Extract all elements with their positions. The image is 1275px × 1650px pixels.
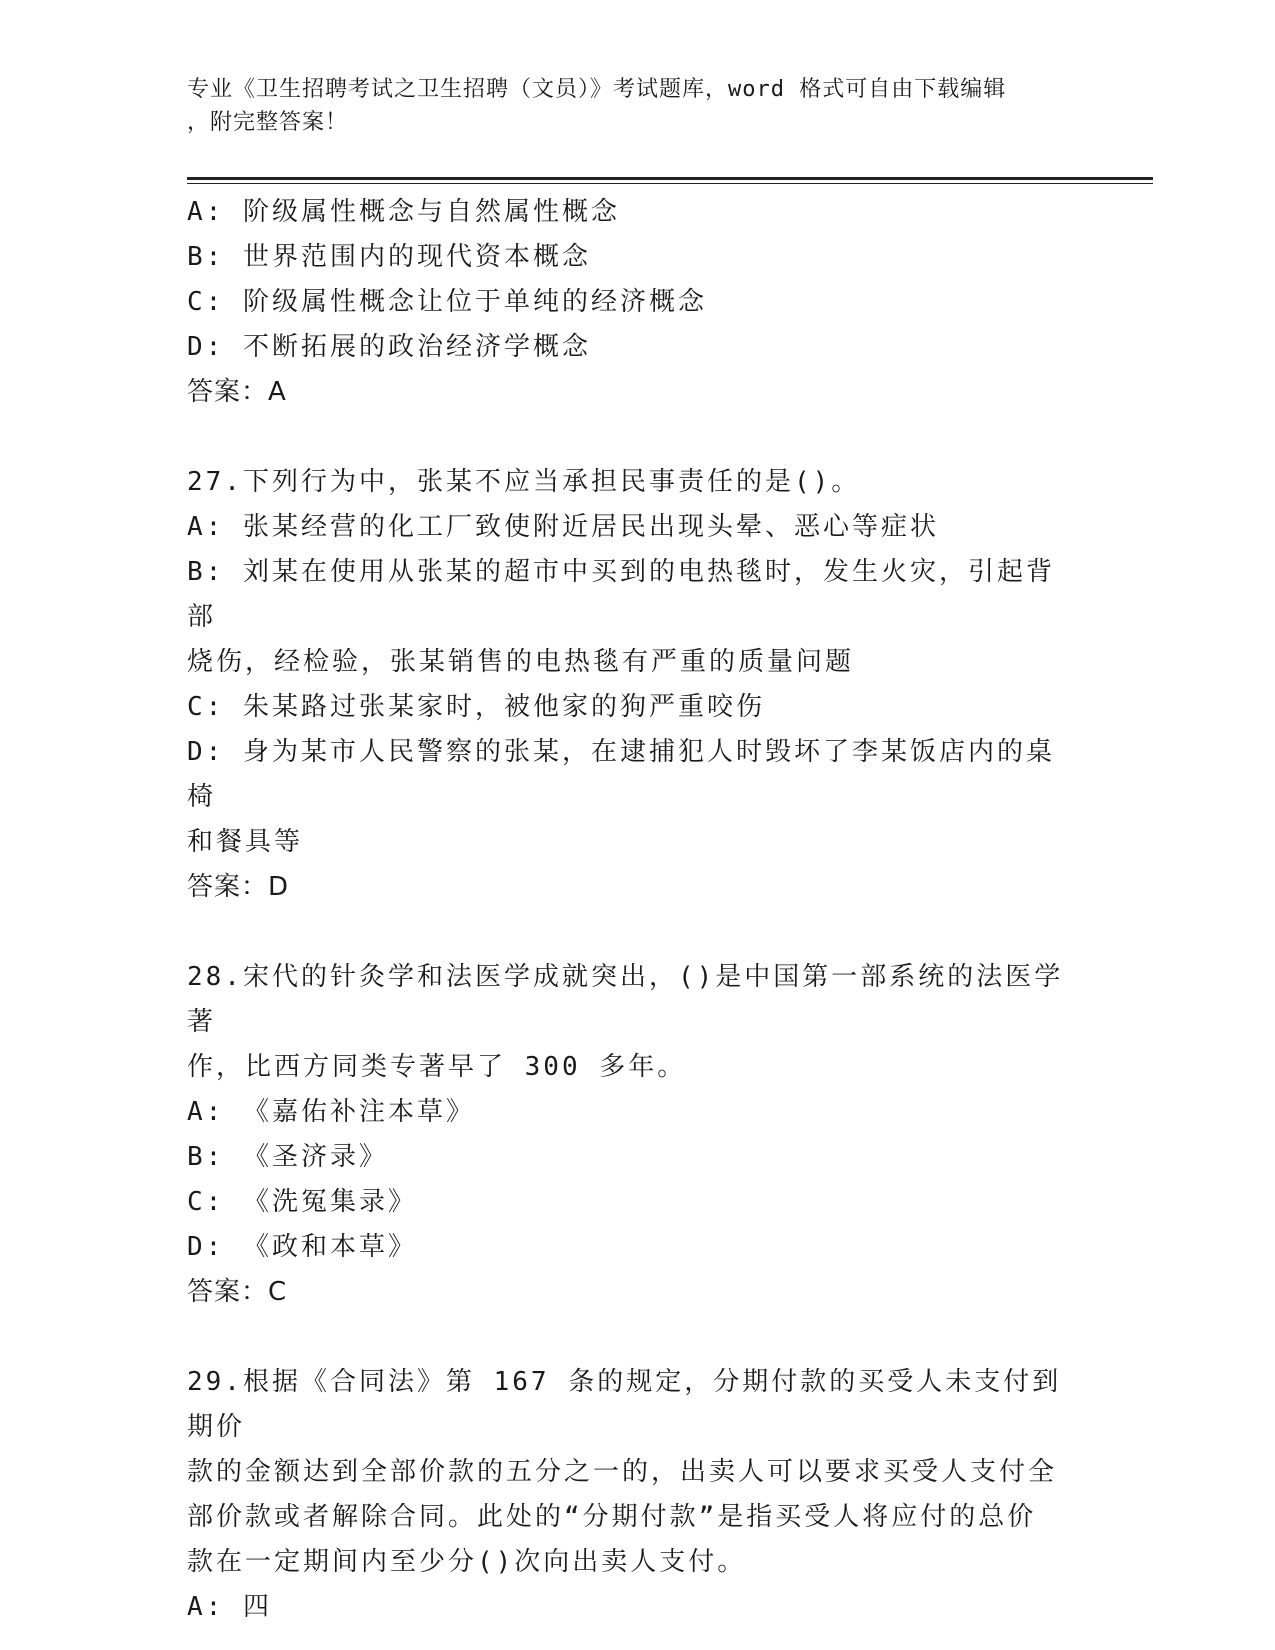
answer-line: 答案：C [187,1277,288,1307]
option-b: B: 《圣济录》 [187,1142,388,1172]
question-stem-continued: 作，比西方同类专著早了 300 多年。 [187,1052,687,1082]
answer-line: 答案：A [187,377,287,407]
header-rule-thick [187,177,1153,180]
option-c: C: 阶级属性概念让位于单纯的经济概念 [187,287,707,317]
option-b-continued: 烧伤，经检验，张某销售的电热毯有严重的质量问题 [187,647,855,677]
document-header [187,73,1077,139]
header-line-2: ，附完整答案！ [187,110,349,135]
question-block-28 [187,955,1077,1315]
option-d: D: 身为某市人民警察的张某，在逮捕犯人时毁坏了李某饭店内的桌椅 [187,737,1055,812]
question-stem: 27.下列行为中，张某不应当承担民事责任的是()。 [187,467,861,497]
option-a: A: 《嘉佑补注本草》 [187,1097,475,1127]
answer-line: 答案：D [187,872,290,902]
question-stem: 28.宋代的针灸学和法医学成就突出，()是中国第一部系统的法医学著 [187,962,1064,1037]
option-d: D: 《政和本草》 [187,1232,417,1262]
spacer [187,1315,1077,1360]
option-d-continued: 和餐具等 [187,827,304,857]
question-block-29 [187,1360,1077,1630]
question-stem-continued: 款的金额达到全部价款的五分之一的，出卖人可以要求买受人支付全 [187,1457,1058,1487]
option-c: C: 朱某路过张某家时，被他家的狗严重咬伤 [187,692,765,722]
question-stem: 29.根据《合同法》第 167 条的规定，分期付款的买受人未支付到期价 [187,1367,1062,1442]
option-d: D: 不断拓展的政治经济学概念 [187,332,591,362]
question-list [187,190,1077,1630]
question-stem-continued: 款在一定期间内至少分()次向出卖人支付。 [187,1547,747,1577]
question-stem-continued: 部价款或者解除合同。此处的“分期付款”是指买受人将应付的总价 [187,1502,1037,1532]
option-a: A: 阶级属性概念与自然属性概念 [187,197,620,227]
option-b: B: 刘某在使用从张某的超市中买到的电热毯时，发生火灾，引起背部 [187,557,1055,632]
option-c: C: 《洗冤集录》 [187,1187,417,1217]
option-a: A: 四 [187,1592,272,1622]
header-rule-thin [187,183,1153,184]
option-b: B: 世界范围内的现代资本概念 [187,242,591,272]
question-block-27 [187,460,1077,910]
option-a: A: 张某经营的化工厂致使附近居民出现头晕、恶心等症状 [187,512,939,542]
header-line-1: 专业《卫生招聘考试之卫生招聘（文员）》考试题库，word 格式可自由下载编辑 [187,77,1007,102]
question-block-prev [187,190,1077,415]
spacer [187,415,1077,460]
spacer [187,910,1077,955]
